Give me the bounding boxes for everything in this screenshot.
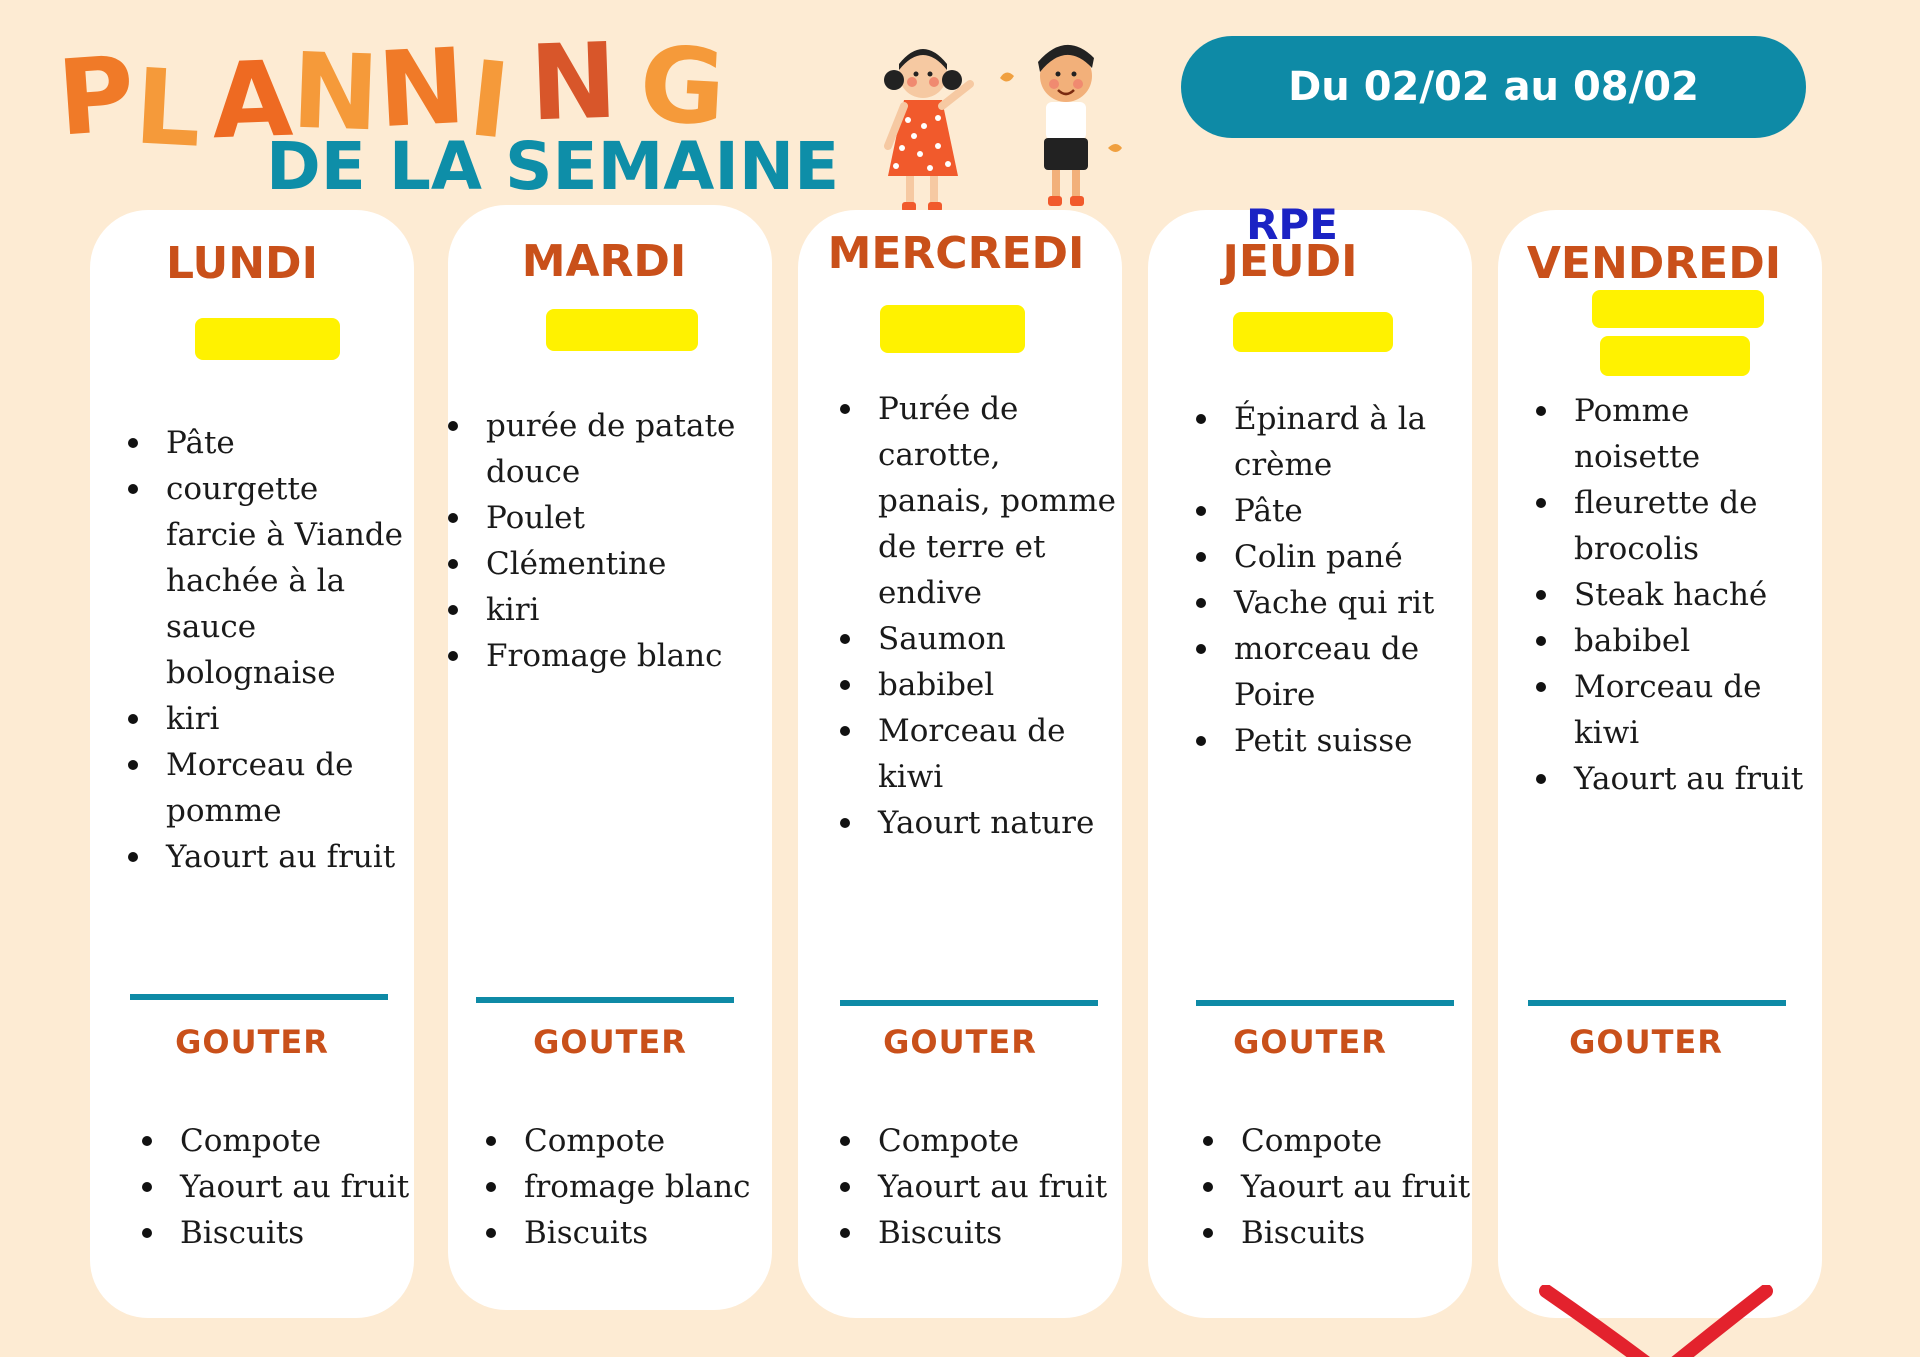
list-item: Compote bbox=[840, 1118, 1120, 1164]
section-divider bbox=[840, 1000, 1098, 1006]
girl-figure bbox=[884, 49, 970, 212]
list-item: Saumon bbox=[840, 616, 1118, 662]
title-letter: A bbox=[209, 37, 295, 163]
list-item: Biscuits bbox=[142, 1210, 412, 1256]
list-item: Morceau de kiwi bbox=[1536, 664, 1822, 756]
highlight-bar bbox=[1592, 290, 1764, 328]
day-title: VENDREDI bbox=[1526, 238, 1782, 289]
list-item: kiri bbox=[128, 696, 408, 742]
list-item: Épinard à la crème bbox=[1196, 396, 1470, 488]
list-item: Fromage blanc bbox=[448, 633, 768, 679]
list-item: morceau de Poire bbox=[1196, 626, 1470, 718]
list-item: Compote bbox=[142, 1118, 412, 1164]
title-letter: N bbox=[527, 19, 620, 145]
list-item: Poulet bbox=[448, 495, 768, 541]
title-letter: I bbox=[463, 37, 515, 163]
kids-illustration bbox=[868, 36, 1133, 216]
highlight-bar bbox=[195, 318, 340, 360]
highlight-bar bbox=[546, 309, 698, 351]
meal-list bbox=[1536, 388, 1822, 802]
day-title: LUNDI bbox=[166, 238, 318, 289]
day-card-mardi bbox=[448, 205, 772, 1310]
snack-list bbox=[1203, 1118, 1472, 1256]
title-letter: N bbox=[374, 24, 469, 152]
snack-heading: GOUTER bbox=[533, 1023, 687, 1061]
meal-list bbox=[448, 403, 768, 679]
list-item: Compote bbox=[486, 1118, 766, 1164]
highlight-bar bbox=[1233, 312, 1393, 352]
section-divider bbox=[130, 994, 388, 1000]
snack-list bbox=[142, 1118, 412, 1256]
date-range-badge: Du 02/02 au 08/02 bbox=[1181, 36, 1806, 138]
day-title: MERCREDI bbox=[827, 228, 1085, 279]
snack-list bbox=[840, 1118, 1120, 1256]
list-item: courgette farcie à Viande hachée à la sauce bolognaise bbox=[128, 466, 408, 696]
title-letter: L bbox=[131, 45, 205, 171]
list-item: Yaourt au fruit bbox=[1536, 756, 1822, 802]
list-item: Petit suisse bbox=[1196, 718, 1470, 764]
page-subtitle: DE LA SEMAINE bbox=[266, 128, 840, 205]
snack-heading: GOUTER bbox=[175, 1023, 329, 1061]
list-item: Biscuits bbox=[486, 1210, 766, 1256]
snack-heading: GOUTER bbox=[883, 1023, 1037, 1061]
list-item: Purée de carotte, panais, pomme de terre et endive bbox=[840, 386, 1118, 616]
rpe-note: RPE bbox=[1246, 200, 1338, 249]
list-item: fleurette de brocolis bbox=[1536, 480, 1822, 572]
list-item: Colin pané bbox=[1196, 534, 1470, 580]
list-item: purée de patate douce bbox=[448, 403, 768, 495]
day-card-lundi bbox=[90, 210, 414, 1318]
list-item: babibel bbox=[1536, 618, 1822, 664]
title-letter: G bbox=[636, 22, 729, 150]
list-item: Yaourt au fruit bbox=[142, 1164, 412, 1210]
snack-heading: GOUTER bbox=[1569, 1023, 1723, 1061]
list-item: fromage blanc bbox=[486, 1164, 766, 1210]
list-item: babibel bbox=[840, 662, 1118, 708]
list-item: Steak haché bbox=[1536, 572, 1822, 618]
title-letter: P bbox=[53, 32, 139, 160]
day-card-jeudi bbox=[1148, 200, 1472, 1318]
snack-list bbox=[486, 1118, 766, 1256]
list-item: Yaourt au fruit bbox=[128, 834, 408, 880]
meal-list bbox=[128, 420, 408, 880]
meal-list bbox=[1196, 396, 1470, 764]
boy-figure bbox=[1038, 45, 1094, 206]
list-item: Morceau de pomme bbox=[128, 742, 408, 834]
list-item: Pomme noisette bbox=[1536, 388, 1822, 480]
list-item: Yaourt nature bbox=[840, 800, 1118, 846]
list-item: Pâte bbox=[1196, 488, 1470, 534]
title-letter: N bbox=[289, 29, 382, 155]
list-item: Biscuits bbox=[840, 1210, 1120, 1256]
list-item: Pâte bbox=[128, 420, 408, 466]
day-card-mercredi bbox=[798, 210, 1122, 1318]
day-title: MARDI bbox=[521, 236, 687, 287]
section-divider bbox=[1196, 1000, 1454, 1006]
day-title: JEUDI bbox=[1222, 236, 1358, 287]
list-item: Yaourt au fruit bbox=[840, 1164, 1120, 1210]
list-item: Yaourt au fruit bbox=[1203, 1164, 1472, 1210]
list-item: Compote bbox=[1203, 1118, 1472, 1164]
list-item: Vache qui rit bbox=[1196, 580, 1470, 626]
snack-heading: GOUTER bbox=[1233, 1023, 1387, 1061]
list-item: Clémentine bbox=[448, 541, 768, 587]
list-item: Biscuits bbox=[1203, 1210, 1472, 1256]
highlight-bar bbox=[1600, 336, 1750, 376]
section-divider bbox=[476, 997, 734, 1003]
section-divider bbox=[1528, 1000, 1786, 1006]
red-cross-icon bbox=[1528, 1285, 1798, 1357]
meal-list bbox=[840, 386, 1118, 846]
highlight-bar bbox=[880, 305, 1025, 353]
list-item: Morceau de kiwi bbox=[840, 708, 1118, 800]
day-card-vendredi bbox=[1498, 210, 1822, 1318]
list-item: kiri bbox=[448, 587, 768, 633]
